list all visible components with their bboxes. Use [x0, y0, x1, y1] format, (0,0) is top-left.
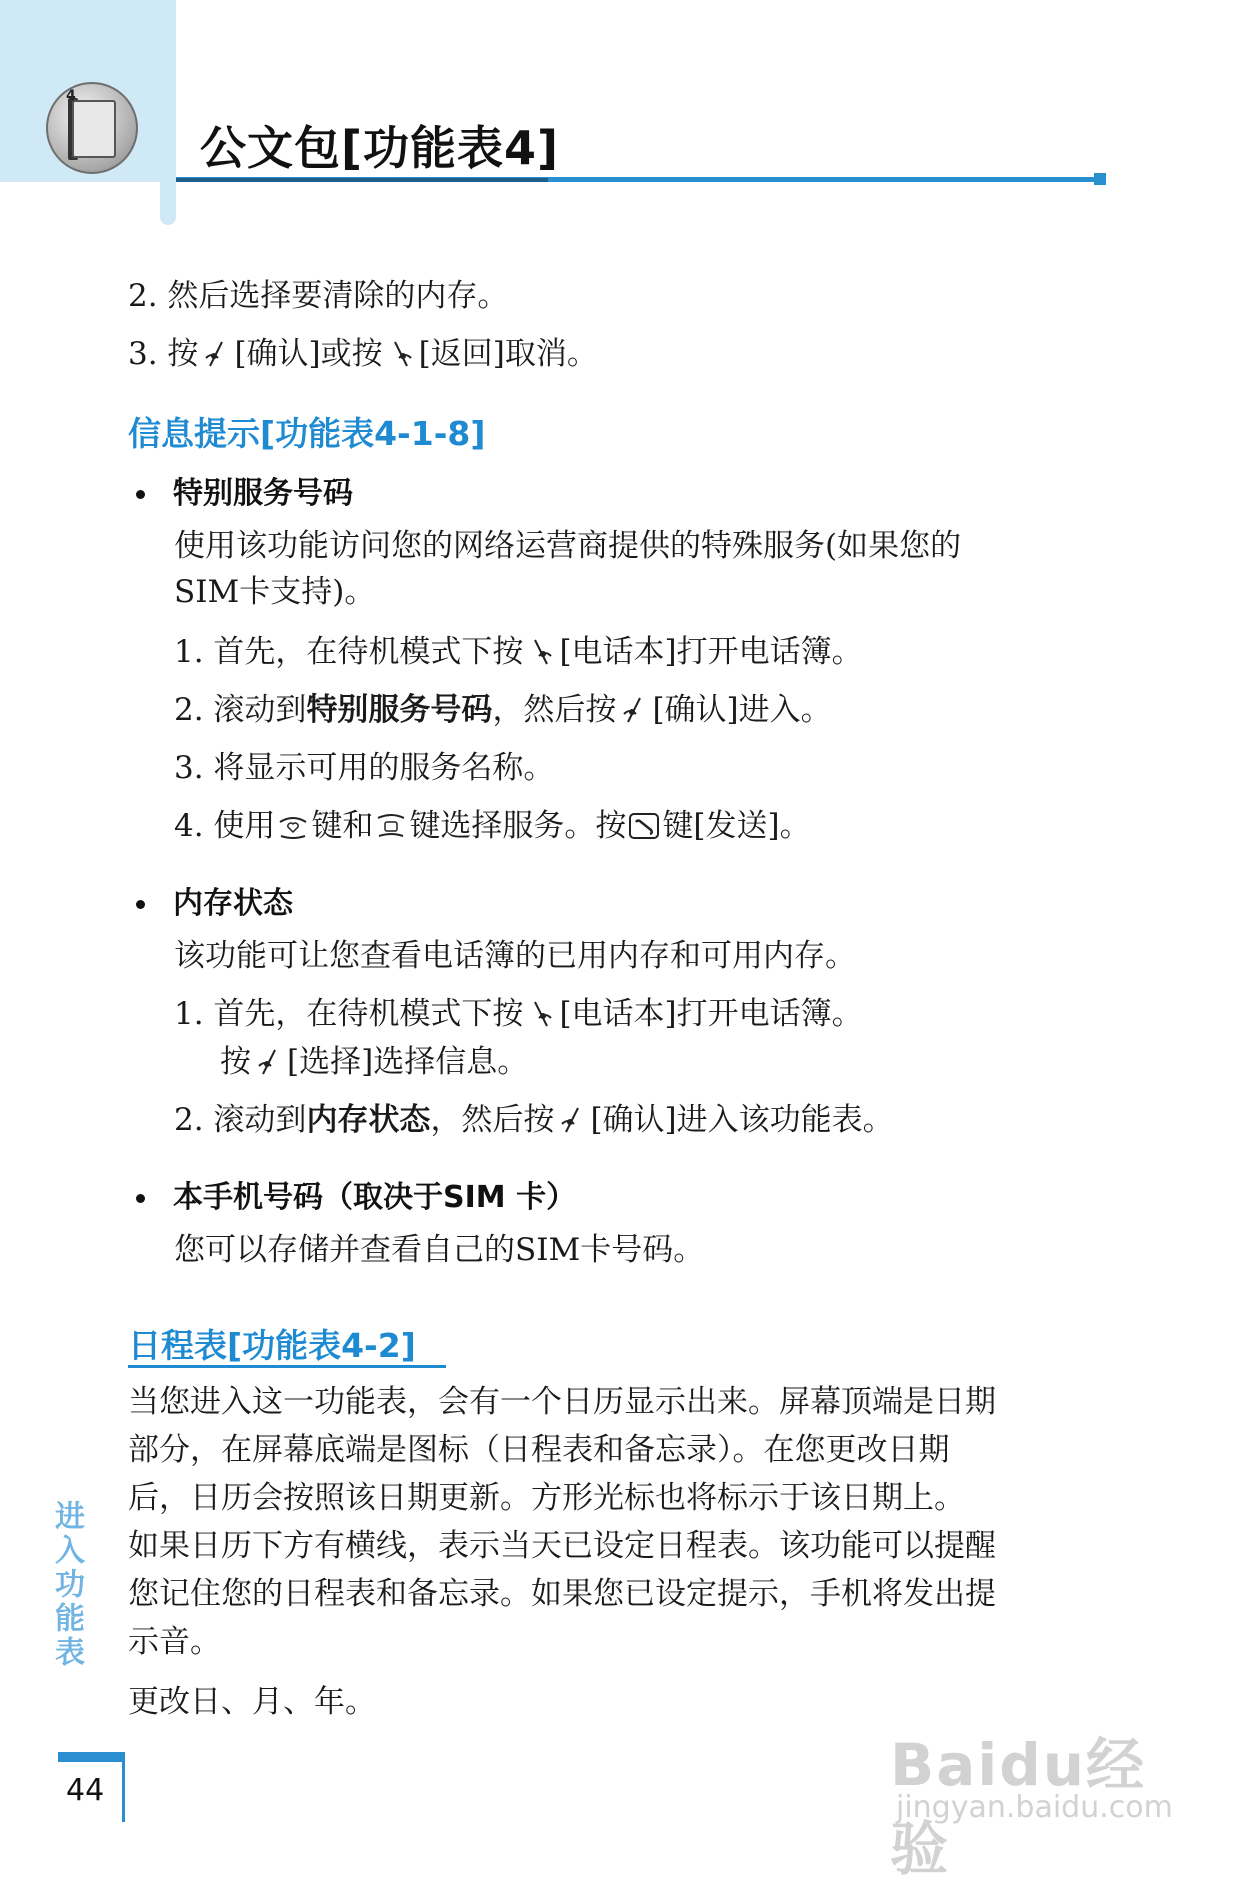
right-softkey-icon	[525, 636, 557, 668]
paragraph-line: 示音。	[128, 1624, 221, 1660]
left-softkey-icon	[618, 694, 650, 726]
text-line: 3. 按 [确认]或按 [返回]取消。	[128, 336, 598, 372]
page-title: 公文包[功能表4]	[200, 121, 560, 175]
text-line: 该功能可让您查看电话簿的已用内存和可用内存。	[174, 938, 856, 974]
text-line: 您可以存储并查看自己的SIM卡号码。	[174, 1232, 705, 1268]
watermark-logo: Baidu经验	[890, 1731, 1147, 1883]
step-line: 2. 滚动到内存状态，然后按 [确认]进入该功能表。	[174, 1102, 894, 1138]
right-softkey-icon	[525, 998, 557, 1030]
text-line: 使用该功能访问您的网络运营商提供的特殊服务(如果您的	[174, 528, 962, 564]
paragraph-line: 后，日历会按照该日期更新。方形光标也将标示于该日期上。	[128, 1480, 965, 1516]
step-line: 3. 将显示可用的服务名称。	[174, 750, 555, 786]
bullet-heading: 内存状态	[136, 878, 293, 922]
header-rule-end	[1094, 173, 1106, 185]
icon-number: 4	[66, 88, 76, 104]
paragraph-line: 部分，在屏幕底端是图标（日程表和备忘录）。在您更改日期	[128, 1432, 950, 1468]
section-heading-schedule: 日程表[功能表4-2]	[128, 1326, 416, 1365]
page-number: 44	[66, 1773, 105, 1808]
bullet-dot	[136, 1194, 145, 1203]
watermark-url: jingyan.baidu.com	[896, 1790, 1173, 1825]
bullet-heading: 本手机号码（取决于SIM 卡）	[136, 1172, 576, 1216]
organizer-icon	[46, 82, 138, 174]
paragraph-line: 您记住您的日程表和备忘录。如果您已设定提示，手机将发出提	[128, 1576, 996, 1612]
header-rule-accent	[176, 178, 548, 182]
step-line: 2. 滚动到特别服务号码，然后按 [确认]进入。	[174, 692, 832, 728]
step-line: 按 [选择]选择信息。	[220, 1044, 529, 1080]
baidu-watermark	[890, 1690, 1190, 1883]
text-line: SIM卡支持)。	[174, 574, 376, 610]
left-softkey-icon	[253, 1046, 285, 1078]
step-line: 4. 使用 键和 键选择服务。按 键[发送]。	[174, 808, 811, 844]
text-line: 2. 然后选择要清除的内存。	[128, 278, 509, 314]
left-softkey-icon	[200, 338, 232, 370]
up-key-icon	[277, 810, 309, 842]
paragraph-line: 更改日、月、年。	[128, 1684, 376, 1720]
section-heading-underline	[128, 1365, 446, 1368]
step-line: 1. 首先，在待机模式下按 [电话本]打开电话簿。	[174, 996, 863, 1032]
section-heading-info: 信息提示[功能表4-1-8]	[128, 414, 486, 453]
page-number-bar	[58, 1752, 124, 1762]
paragraph-line: 如果日历下方有横线，表示当天已设定日程表。该功能可以提醒	[128, 1528, 996, 1564]
page-number-rule	[122, 1752, 125, 1822]
down-key-icon	[375, 810, 407, 842]
header-vertical-bar	[160, 0, 176, 225]
paragraph-line: 当您进入这一功能表，会有一个日历显示出来。屏幕顶端是日期	[128, 1384, 996, 1420]
side-label: 进入功能表	[49, 1500, 84, 1670]
bullet-dot	[136, 490, 145, 499]
bullet-heading: 特别服务号码	[136, 468, 353, 512]
left-softkey-icon	[556, 1104, 588, 1136]
step-line: 1. 首先，在待机模式下按 [电话本]打开电话簿。	[174, 634, 863, 670]
right-softkey-icon	[385, 338, 417, 370]
bullet-dot	[136, 900, 145, 909]
send-key-icon	[628, 810, 660, 842]
